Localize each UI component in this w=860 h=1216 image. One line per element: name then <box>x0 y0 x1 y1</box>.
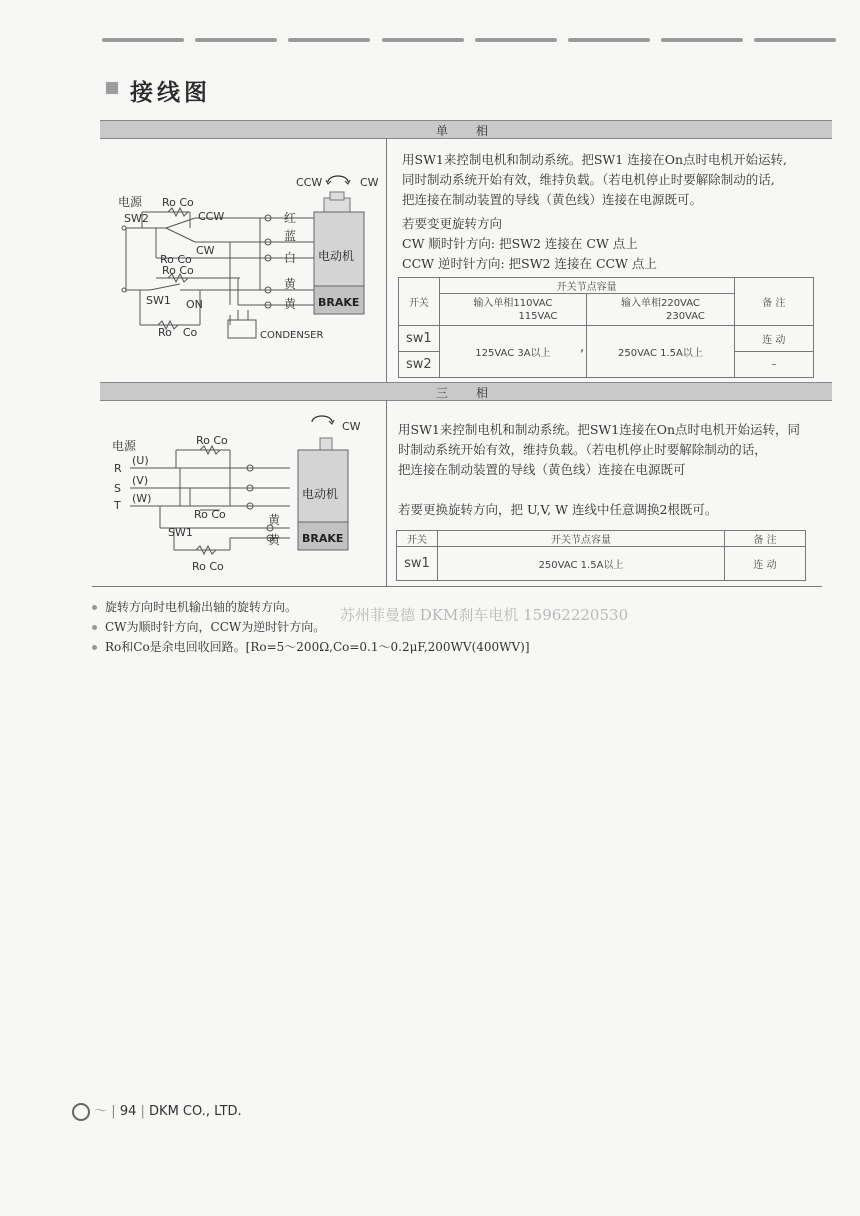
single-phase-table <box>398 277 814 378</box>
three-wire-yellow1: 黄 <box>268 513 281 527</box>
section-title-three: 三 相 <box>435 386 496 400</box>
three-motor-cw: CW <box>342 420 361 433</box>
section-title-single: 单 相 <box>435 124 496 138</box>
note-2 <box>92 618 325 635</box>
condenser-label: CONDENSER <box>260 330 324 341</box>
three-sw1-label: SW1 <box>168 526 193 539</box>
title-bullet-icon <box>106 82 118 94</box>
single-desc-4: 若要变更旋转方向 <box>402 216 503 231</box>
three-row1-switch: sw1 <box>397 547 438 581</box>
three-desc-3: 把连接在制动装置的导线（黄色线）连接在电源既可 <box>398 462 686 477</box>
note-2-text: CW为顺时针方向，CCW为逆时针方向。 <box>105 620 326 634</box>
three-motor-label: 电动机 <box>302 487 339 501</box>
section-bottom-rule <box>92 586 822 587</box>
single-desc-3: 把连接在制动装置的导线（黄色线）连接在电源既可。 <box>402 192 703 207</box>
bullet-icon <box>92 645 97 650</box>
on-contact-label: ON <box>186 298 203 311</box>
footer-sep-icon: | <box>111 1104 116 1119</box>
val-110: 125VAC 3A以上 <box>475 348 551 359</box>
note-3 <box>92 638 530 655</box>
val-sep: , <box>580 340 585 355</box>
wire-white-label: 白 <box>284 251 297 265</box>
roco-bottom-label: Ro Co <box>158 326 198 339</box>
single-desc-2: 同时制动系统开始有效，维持负载。（若电机停止时要解除制动的话, <box>402 172 775 187</box>
u-label: (U) <box>132 454 149 467</box>
footer <box>72 1100 242 1121</box>
bullet-icon <box>92 625 97 630</box>
three-phase-table <box>396 530 806 581</box>
single-desc-5: CW 顺时针方向: 把SW2 连接在 CW 点上 <box>402 236 638 251</box>
section-divider <box>386 138 387 382</box>
footer-company: DKM CO., LTD. <box>149 1104 242 1119</box>
three-desc-2: 时制动系统开始有效，维持负载。（若电机停止时要解除制动的话， <box>398 442 767 457</box>
three-power-label: 电源 <box>112 439 137 453</box>
row2-switch: sw2 <box>399 352 440 378</box>
three-roco-top: Ro Co <box>196 434 228 447</box>
wire-yellow2-label: 黄 <box>284 297 297 311</box>
t-label: T <box>114 499 121 512</box>
page-title: 接线图 <box>130 80 211 106</box>
roco-mid2-label: Ro Co <box>162 264 194 277</box>
row1-note: 连 动 <box>734 326 813 352</box>
three-col-capacity: 开关节点容量 <box>438 531 725 547</box>
col-capacity: 开关节点容量 <box>439 278 734 294</box>
roco-mid1-label: Ro Co <box>160 253 192 266</box>
sw1-label: SW1 <box>146 294 171 307</box>
three-row1-note: 连 动 <box>725 547 806 581</box>
section-divider-three <box>386 400 387 586</box>
ccw-contact-label: CCW <box>198 210 225 223</box>
three-col-switch: 开关 <box>397 531 438 547</box>
val-110-cell <box>439 326 587 378</box>
three-roco-mid: Ro Co <box>194 508 226 521</box>
bullet-icon <box>92 605 97 610</box>
r-label: R <box>114 462 122 475</box>
footer-wave-icon: 〜 <box>94 1104 108 1119</box>
brake-label: BRAKE <box>318 296 360 309</box>
wire-red-label: 红 <box>284 211 297 225</box>
col-220-line2: 230VAC <box>665 310 705 322</box>
note-1 <box>92 598 297 615</box>
cw-contact-label: CW <box>196 244 215 257</box>
single-desc-6: CCW 逆时针方向: 把SW2 连接在 CCW 点上 <box>402 256 657 271</box>
watermark: 苏州菲曼德 DKM刹车电机 15962220530 <box>340 606 629 624</box>
wire-yellow1-label: 黄 <box>284 277 297 291</box>
row2-note: – <box>734 352 813 378</box>
three-col-note: 备 注 <box>725 531 806 547</box>
col-220 <box>587 294 735 326</box>
three-brake-label: BRAKE <box>302 532 344 545</box>
col-110-line1: 输入单相110VAC <box>473 297 553 309</box>
footer-logo-icon <box>72 1103 90 1121</box>
row1-switch: sw1 <box>399 326 440 352</box>
col-note: 备 注 <box>734 278 813 326</box>
sw2-label: SW2 <box>124 212 149 225</box>
v-label: (V) <box>132 474 149 487</box>
roco-top-label: Ro Co <box>162 196 194 209</box>
col-220-line1: 输入单相220VAC <box>620 297 700 309</box>
three-phase-diagram <box>100 410 385 580</box>
motor-cw-label: CW <box>360 176 379 189</box>
s-label: S <box>114 482 121 495</box>
wire-blue-label: 蓝 <box>284 229 297 243</box>
three-wire-yellow2: 黄 <box>268 533 281 547</box>
col-switch: 开关 <box>399 278 440 326</box>
footer-sep-icon: | <box>140 1104 145 1119</box>
val-220: 250VAC 1.5A以上 <box>587 326 735 378</box>
motor-ccw-label: CCW <box>296 176 323 189</box>
three-roco-bottom: Ro Co <box>192 560 224 573</box>
note-1-text: 旋转方向时电机输出轴的旋转方向。 <box>105 600 298 614</box>
section-bar-three <box>100 382 832 401</box>
single-desc-1: 用SW1来控制电机和制动系统。把SW1 连接在On点时电机开始运转, <box>402 152 787 167</box>
note-3-text: Ro和Co是余电回收回路。[Ro=5～200Ω,Co=0.1～0.2μF,200WV(400WV)] <box>105 640 530 654</box>
w-label: (W) <box>132 492 152 505</box>
three-row1-val: 250VAC 1.5A以上 <box>438 547 725 581</box>
footer-page-number: 94 <box>119 1104 137 1119</box>
single-phase-diagram <box>100 160 385 360</box>
col-110 <box>439 294 587 326</box>
three-desc-1: 用SW1来控制电机和制动系统。把SW1连接在On点时电机开始运转，同 <box>398 422 801 437</box>
three-desc-4: 若要更换旋转方向，把 U,V, W 连线中任意调换2根既可。 <box>398 502 718 517</box>
motor-label: 电动机 <box>318 249 355 263</box>
power-label: 电源 <box>118 195 143 209</box>
col-110-line2: 115VAC <box>518 310 558 322</box>
section-bar-single <box>100 120 832 139</box>
